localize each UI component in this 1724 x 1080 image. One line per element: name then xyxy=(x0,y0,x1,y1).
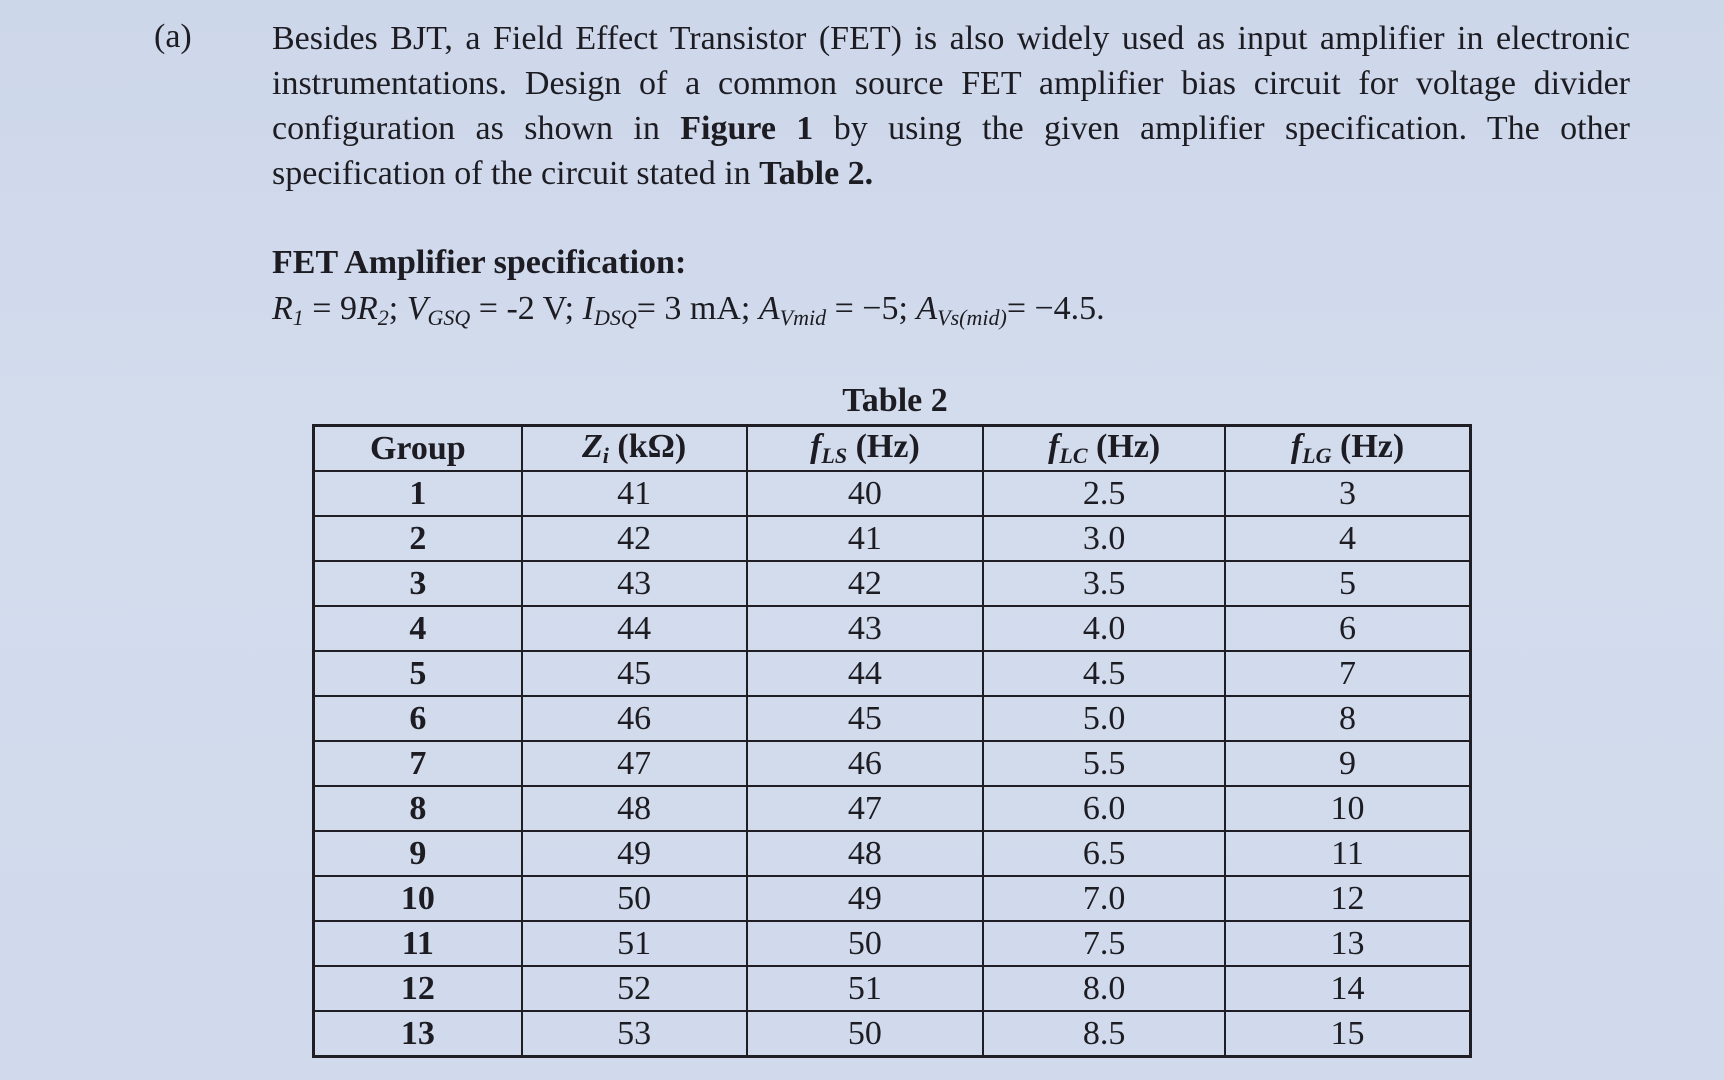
column-header-unit: (kΩ) xyxy=(608,428,687,465)
group-cell: 7 xyxy=(314,741,522,786)
value-cell: 51 xyxy=(747,966,984,1011)
group-cell: 6 xyxy=(314,696,522,741)
value-cell: 7 xyxy=(1225,651,1470,696)
value-cell: 3.5 xyxy=(983,561,1225,606)
paragraph-text: instrumentations. Design of a common source FET amplifier bias circuit for voltage divider xyxy=(272,65,1630,102)
paragraph-text: configuration as shown in xyxy=(272,110,681,147)
value-cell: 48 xyxy=(522,786,747,831)
spec-text: = −4.5. xyxy=(1006,290,1105,327)
value-cell: 14 xyxy=(1225,966,1470,1011)
value-cell: 7.0 xyxy=(983,876,1225,921)
column-header xyxy=(1225,426,1470,472)
table-row xyxy=(314,606,1471,651)
group-cell: 12 xyxy=(314,966,522,1011)
column-header-main: Z xyxy=(582,428,603,465)
value-cell: 8.5 xyxy=(983,1011,1225,1057)
column-header-sub: LS xyxy=(821,443,848,468)
table-row xyxy=(314,966,1471,1011)
table-title: Table 2 xyxy=(842,382,948,419)
value-cell: 41 xyxy=(747,516,984,561)
value-cell: 4.5 xyxy=(983,651,1225,696)
value-cell: 7.5 xyxy=(983,921,1225,966)
column-header xyxy=(522,426,747,472)
paragraph-line xyxy=(272,16,1630,61)
value-cell: 4.0 xyxy=(983,606,1225,651)
paragraph-line xyxy=(272,61,1630,106)
paragraph-text: Besides BJT, a Field Effect Transistor (FET) is also widely used as input amplifier in electronic xyxy=(272,20,1630,57)
value-cell: 4 xyxy=(1225,516,1470,561)
spec-text: = 9 xyxy=(303,290,357,327)
value-cell: 49 xyxy=(522,831,747,876)
column-header-main: f xyxy=(810,428,822,465)
column-header-sub: LC xyxy=(1059,443,1088,468)
value-cell: 41 xyxy=(522,471,747,516)
spec-title: FET Amplifier specification: xyxy=(272,244,687,281)
group-cell: 8 xyxy=(314,786,522,831)
value-cell: 52 xyxy=(522,966,747,1011)
table-row xyxy=(314,876,1471,921)
column-header xyxy=(314,426,522,472)
spec-text: GSQ xyxy=(427,305,471,330)
value-cell: 3 xyxy=(1225,471,1470,516)
group-cell: 9 xyxy=(314,831,522,876)
value-cell: 6.0 xyxy=(983,786,1225,831)
value-cell: 10 xyxy=(1225,786,1470,831)
value-cell: 44 xyxy=(522,606,747,651)
table-row xyxy=(314,831,1471,876)
table-row xyxy=(314,786,1471,831)
value-cell: 44 xyxy=(747,651,984,696)
data-table xyxy=(312,424,1472,1058)
column-header xyxy=(983,426,1225,472)
table-row xyxy=(314,741,1471,786)
spec-text: = 3 mA; xyxy=(636,290,759,327)
column-header-sub: i xyxy=(602,443,609,468)
spec-text: Vs(mid) xyxy=(937,305,1007,330)
spec-text: = −5; xyxy=(826,290,917,327)
value-cell: 6 xyxy=(1225,606,1470,651)
table-row xyxy=(314,516,1471,561)
value-cell: 49 xyxy=(747,876,984,921)
group-cell: 13 xyxy=(314,1011,522,1057)
spec-text: DSQ xyxy=(593,305,637,330)
column-header-unit: (Hz) xyxy=(847,428,920,465)
table-row xyxy=(314,1011,1471,1057)
paragraph-line xyxy=(272,106,1630,151)
value-cell: 42 xyxy=(522,516,747,561)
spec-text: A xyxy=(916,290,938,327)
value-cell: 50 xyxy=(522,876,747,921)
paragraph-line xyxy=(272,151,1630,196)
value-cell: 45 xyxy=(747,696,984,741)
spec-text: A xyxy=(758,290,780,327)
group-cell: 3 xyxy=(314,561,522,606)
group-cell: 1 xyxy=(314,471,522,516)
value-cell: 51 xyxy=(522,921,747,966)
paragraph-text: specification of the circuit stated in xyxy=(272,155,760,192)
spec-text: 1 xyxy=(292,305,304,330)
value-cell: 2.5 xyxy=(983,471,1225,516)
value-cell: 12 xyxy=(1225,876,1470,921)
table-row xyxy=(314,696,1471,741)
column-header-sub: LG xyxy=(1302,443,1332,468)
column-header-main: f xyxy=(1290,428,1303,465)
value-cell: 8.0 xyxy=(983,966,1225,1011)
spec-text: Vmid xyxy=(779,305,827,330)
spec-line xyxy=(272,290,1105,331)
value-cell: 50 xyxy=(747,1011,984,1057)
question-label: (a) xyxy=(154,18,192,55)
table-row xyxy=(314,921,1471,966)
value-cell: 45 xyxy=(522,651,747,696)
column-header-unit: (Hz) xyxy=(1087,428,1161,465)
group-cell: 11 xyxy=(314,921,522,966)
value-cell: 5 xyxy=(1225,561,1470,606)
value-cell: 48 xyxy=(747,831,984,876)
value-cell: 3.0 xyxy=(983,516,1225,561)
question-paragraph xyxy=(272,16,1630,196)
spec-text: I xyxy=(582,290,594,327)
value-cell: 5.5 xyxy=(983,741,1225,786)
value-cell: 40 xyxy=(747,471,984,516)
spec-text: V xyxy=(406,290,428,327)
value-cell: 6.5 xyxy=(983,831,1225,876)
group-cell: 4 xyxy=(314,606,522,651)
group-cell: 10 xyxy=(314,876,522,921)
value-cell: 46 xyxy=(747,741,984,786)
value-cell: 53 xyxy=(522,1011,747,1057)
group-cell: 5 xyxy=(314,651,522,696)
value-cell: 8 xyxy=(1225,696,1470,741)
value-cell: 13 xyxy=(1225,921,1470,966)
value-cell: 46 xyxy=(522,696,747,741)
table-header-row xyxy=(314,426,1471,472)
spec-text: ; xyxy=(388,290,407,327)
value-cell: 43 xyxy=(522,561,747,606)
value-cell: 43 xyxy=(747,606,984,651)
paragraph-text: by using the given amplifier specification. The other xyxy=(813,110,1631,147)
spec-text: 2 xyxy=(377,305,389,330)
spec-text: R xyxy=(356,290,378,327)
spec-text: = -2 V; xyxy=(470,290,583,327)
value-cell: 47 xyxy=(522,741,747,786)
value-cell: 50 xyxy=(747,921,984,966)
group-cell: 2 xyxy=(314,516,522,561)
column-header xyxy=(747,426,984,472)
column-header-main: f xyxy=(1048,428,1060,465)
spec-text: R xyxy=(272,290,293,327)
value-cell: 15 xyxy=(1225,1011,1470,1057)
table-row xyxy=(314,561,1471,606)
paragraph-text: Table 2. xyxy=(759,155,874,192)
paragraph-text: Figure 1 xyxy=(680,110,814,147)
value-cell: 5.0 xyxy=(983,696,1225,741)
column-header-main: Group xyxy=(369,429,466,467)
value-cell: 9 xyxy=(1225,741,1470,786)
column-header-unit: (Hz) xyxy=(1331,428,1405,465)
table-row xyxy=(314,651,1471,696)
value-cell: 11 xyxy=(1225,831,1470,876)
value-cell: 47 xyxy=(747,786,984,831)
value-cell: 42 xyxy=(747,561,984,606)
table-row xyxy=(314,471,1471,516)
